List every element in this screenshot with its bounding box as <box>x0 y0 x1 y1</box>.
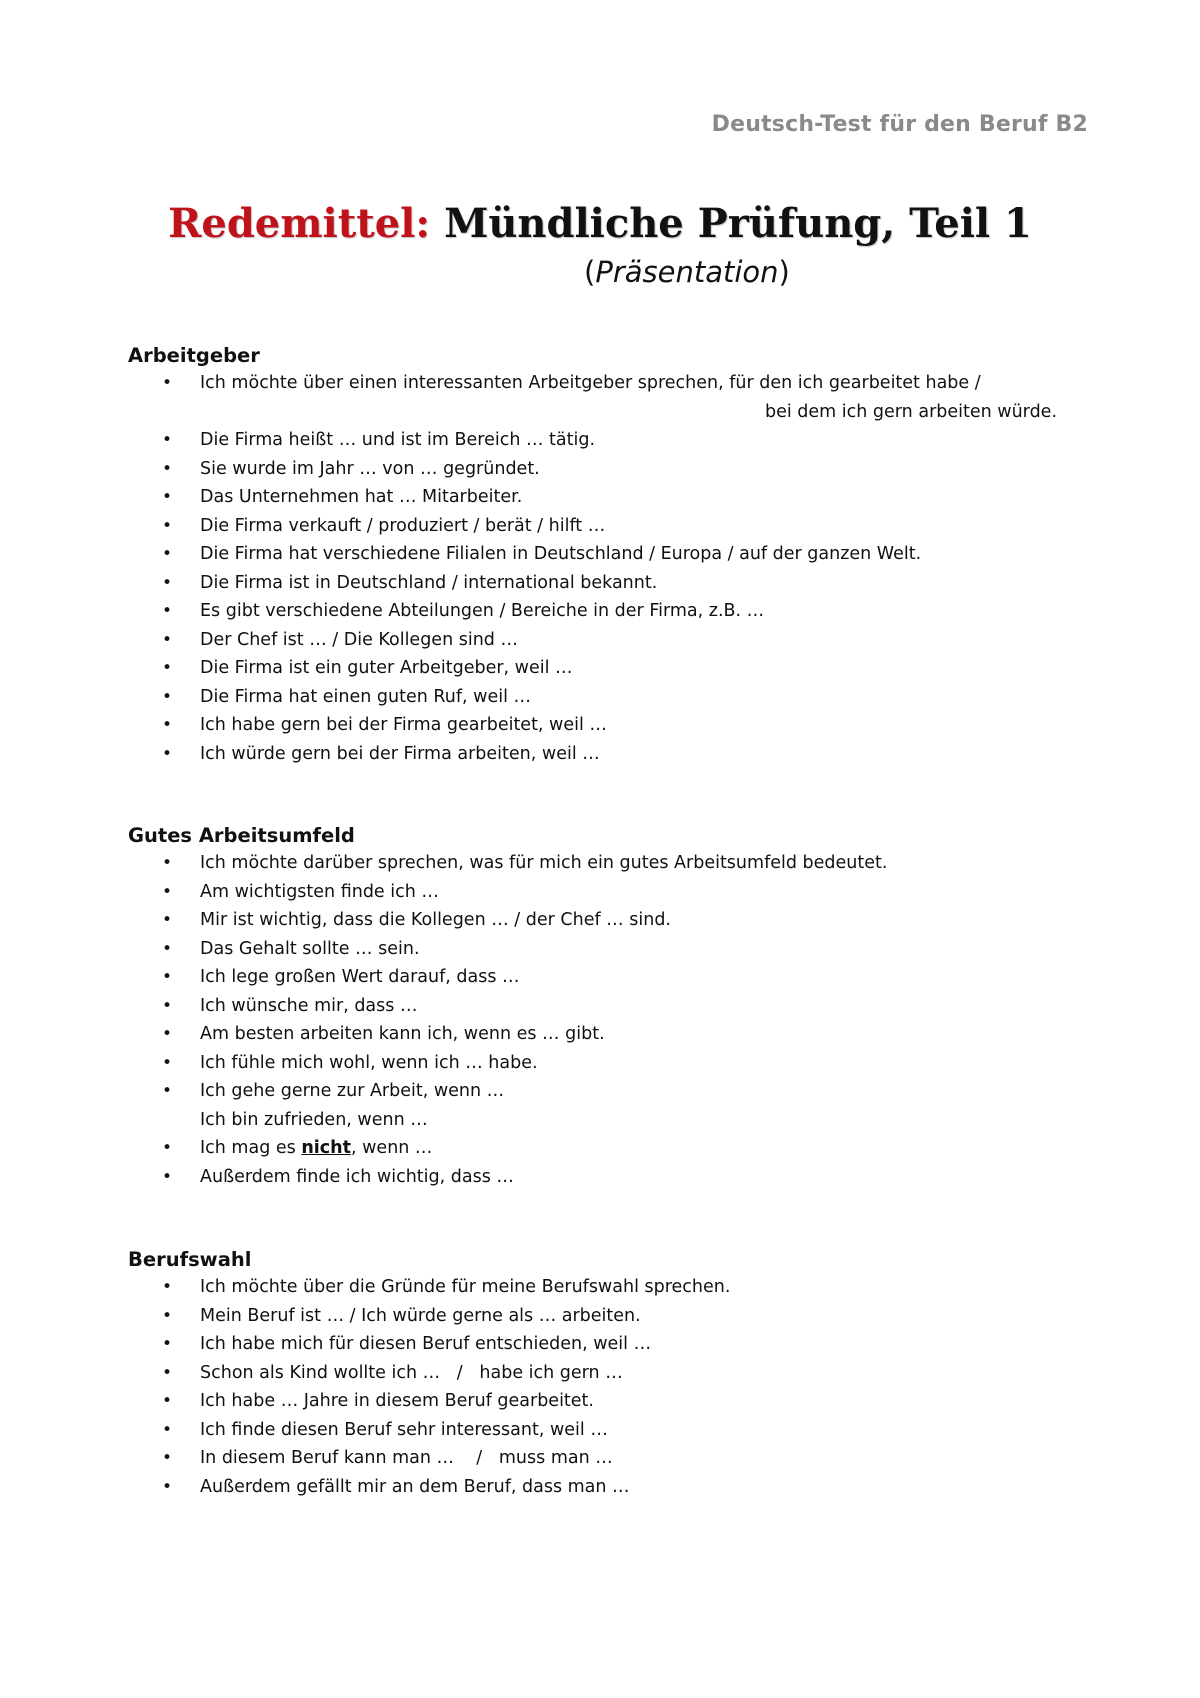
list-item <box>128 963 1088 992</box>
bullet-icon: • <box>162 487 173 507</box>
bullet-icon: • <box>162 1024 173 1044</box>
bullet-icon: • <box>162 881 173 902</box>
list-item <box>128 711 1088 740</box>
list-item <box>128 654 1088 683</box>
list-item-text: Ich möchte über die Gründe für meine Berufswahl sprechen. <box>200 1277 731 1297</box>
bullet-icon: • <box>162 995 173 1016</box>
list-item <box>128 1387 1088 1416</box>
list-item-text: Die Firma hat einen guten Ruf, weil … <box>200 686 532 707</box>
emphasis-underlined: nicht <box>301 1138 351 1158</box>
list-item-continuation: bei dem ich gern arbeiten würde. <box>765 401 1058 422</box>
list-item-text: Sie wurde im Jahr … von … gegründet. <box>200 458 540 479</box>
bullet-icon: • <box>162 601 173 621</box>
list-item <box>128 540 1088 569</box>
list-item <box>128 1163 1088 1192</box>
bullet-icon: • <box>162 967 173 987</box>
bullet-icon: • <box>162 1138 173 1158</box>
list-item-text: Außerdem finde ich wichtig, dass … <box>200 1166 514 1187</box>
list-item <box>128 1302 1088 1331</box>
subtitle-open-paren: ( <box>584 255 596 289</box>
list-item <box>128 683 1088 712</box>
list-item-text: Am besten arbeiten kann ich, wenn es … gibt. <box>200 1024 605 1044</box>
list-item <box>128 426 1088 455</box>
list-item <box>128 935 1088 964</box>
list-item <box>128 483 1088 512</box>
list-item-text-after: , wenn … <box>350 1138 433 1158</box>
bullet-icon: • <box>162 1166 173 1187</box>
list-item-text: Die Firma ist ein guter Arbeitgeber, weil … <box>200 658 573 678</box>
bullet-icon: • <box>162 853 173 873</box>
list-item <box>128 878 1088 907</box>
list-item <box>128 1273 1088 1302</box>
list-item <box>128 597 1088 626</box>
list-item-text: Das Unternehmen hat … Mitarbeiter. <box>200 487 523 507</box>
bullet-icon: • <box>162 1448 173 1468</box>
list-item-text: Ich würde gern bei der Firma arbeiten, weil … <box>200 743 600 764</box>
list-item <box>128 455 1088 484</box>
list-item-text: Schon als Kind wollte ich … / habe ich gern … <box>200 1362 623 1383</box>
list-item <box>128 626 1088 655</box>
list-item <box>128 740 1088 769</box>
list-item <box>128 569 1088 598</box>
list-item-text: Ich gehe gerne zur Arbeit, wenn … <box>200 1081 505 1101</box>
bullet-list <box>128 1273 1088 1501</box>
bullet-icon: • <box>162 715 173 735</box>
bullet-icon: • <box>162 430 173 450</box>
bullet-icon: • <box>162 910 173 930</box>
bullet-icon: • <box>162 658 173 678</box>
bullet-icon: • <box>162 1334 173 1354</box>
list-item-text: Mir ist wichtig, dass die Kollegen … / der Chef … sind. <box>200 910 671 930</box>
list-item-text: In diesem Beruf kann man … / muss man … <box>200 1448 613 1468</box>
bullet-icon: • <box>162 373 173 393</box>
bullet-icon: • <box>162 1476 173 1497</box>
bullet-icon: • <box>162 1419 173 1440</box>
list-item-text: Ich möchte über einen interessanten Arbeitgeber sprechen, für den ich gearbeitet habe / <box>200 373 981 393</box>
list-item-text: Die Firma hat verschiedene Filialen in Deutschland / Europa / auf der ganzen Welt. <box>200 544 922 564</box>
list-item <box>128 1473 1088 1502</box>
list-item-text: Ich lege großen Wert darauf, dass … <box>200 967 520 987</box>
list-item-text: Die Firma verkauft / produziert / berät / hilft … <box>200 515 606 536</box>
bullet-icon: • <box>162 1305 173 1326</box>
list-item-text: Außerdem gefällt mir an dem Beruf, dass man … <box>200 1476 630 1497</box>
list-item <box>128 1077 1088 1134</box>
list-item-text: Ich habe … Jahre in diesem Beruf gearbeitet. <box>200 1391 594 1411</box>
title-main: Mündliche Prüfung, Teil 1 <box>444 200 1032 247</box>
bullet-icon: • <box>162 458 173 479</box>
subtitle-close-paren: ) <box>778 255 790 289</box>
list-item-text: Ich habe gern bei der Firma gearbeitet, weil … <box>200 715 607 735</box>
list-item <box>128 1020 1088 1049</box>
list-item <box>128 1134 1088 1163</box>
section-berufswahl <box>128 1247 1088 1501</box>
bullet-icon: • <box>162 1391 173 1411</box>
bullet-list <box>128 849 1088 1191</box>
list-item <box>128 1330 1088 1359</box>
list-item-text: Das Gehalt sollte … sein. <box>200 938 420 959</box>
page-subtitle <box>584 255 790 289</box>
list-item <box>128 1359 1088 1388</box>
list-item-continuation: Ich bin zufrieden, wenn … <box>200 1109 428 1130</box>
list-item-text: Der Chef ist … / Die Kollegen sind … <box>200 629 518 650</box>
section-heading: Berufswahl <box>128 1248 252 1271</box>
title-accent: Redemittel: <box>168 200 431 247</box>
list-item <box>128 992 1088 1021</box>
bullet-icon: • <box>162 743 173 764</box>
subtitle-text: Präsentation <box>595 255 779 289</box>
document-header: Deutsch-Test für den Beruf B2 <box>711 112 1088 137</box>
bullet-list <box>128 369 1088 768</box>
bullet-icon: • <box>162 1081 173 1101</box>
section-arbeitgeber <box>128 343 1088 768</box>
bullet-icon: • <box>162 686 173 707</box>
section-heading: Arbeitgeber <box>128 344 260 367</box>
list-item <box>128 512 1088 541</box>
bullet-icon: • <box>162 1277 173 1297</box>
list-item <box>128 849 1088 878</box>
bullet-icon: • <box>162 515 173 536</box>
list-item-text: Mein Beruf ist … / Ich würde gerne als … arbeiten. <box>200 1305 641 1326</box>
list-item-text: Die Firma ist in Deutschland / international bekannt. <box>200 572 658 593</box>
list-item <box>128 1416 1088 1445</box>
page-title <box>0 200 1200 247</box>
bullet-icon: • <box>162 938 173 959</box>
list-item <box>128 1444 1088 1473</box>
list-item-text: Ich fühle mich wohl, wenn ich … habe. <box>200 1052 538 1073</box>
list-item-text: Die Firma heißt … und ist im Bereich … tätig. <box>200 430 596 450</box>
section-heading: Gutes Arbeitsumfeld <box>128 824 355 847</box>
bullet-icon: • <box>162 572 173 593</box>
bullet-icon: • <box>162 1052 173 1073</box>
bullet-icon: • <box>162 629 173 650</box>
list-item-text: Ich wünsche mir, dass … <box>200 995 418 1016</box>
list-item <box>128 1049 1088 1078</box>
bullet-icon: • <box>162 1362 173 1383</box>
list-item-text: Ich finde diesen Beruf sehr interessant, weil … <box>200 1419 608 1440</box>
bullet-icon: • <box>162 544 173 564</box>
list-item-text: Ich habe mich für diesen Beruf entschieden, weil … <box>200 1334 652 1354</box>
list-item <box>128 906 1088 935</box>
list-item-text: Am wichtigsten finde ich … <box>200 881 439 902</box>
list-item-text: Es gibt verschiedene Abteilungen / Bereiche in der Firma, z.B. … <box>200 601 765 621</box>
list-item-text: Ich möchte darüber sprechen, was für mich ein gutes Arbeitsumfeld bedeutet. <box>200 853 888 873</box>
list-item <box>128 369 1088 426</box>
list-item-text-before: Ich mag es <box>200 1138 302 1158</box>
section-gutes-arbeitsumfeld <box>128 823 1088 1191</box>
